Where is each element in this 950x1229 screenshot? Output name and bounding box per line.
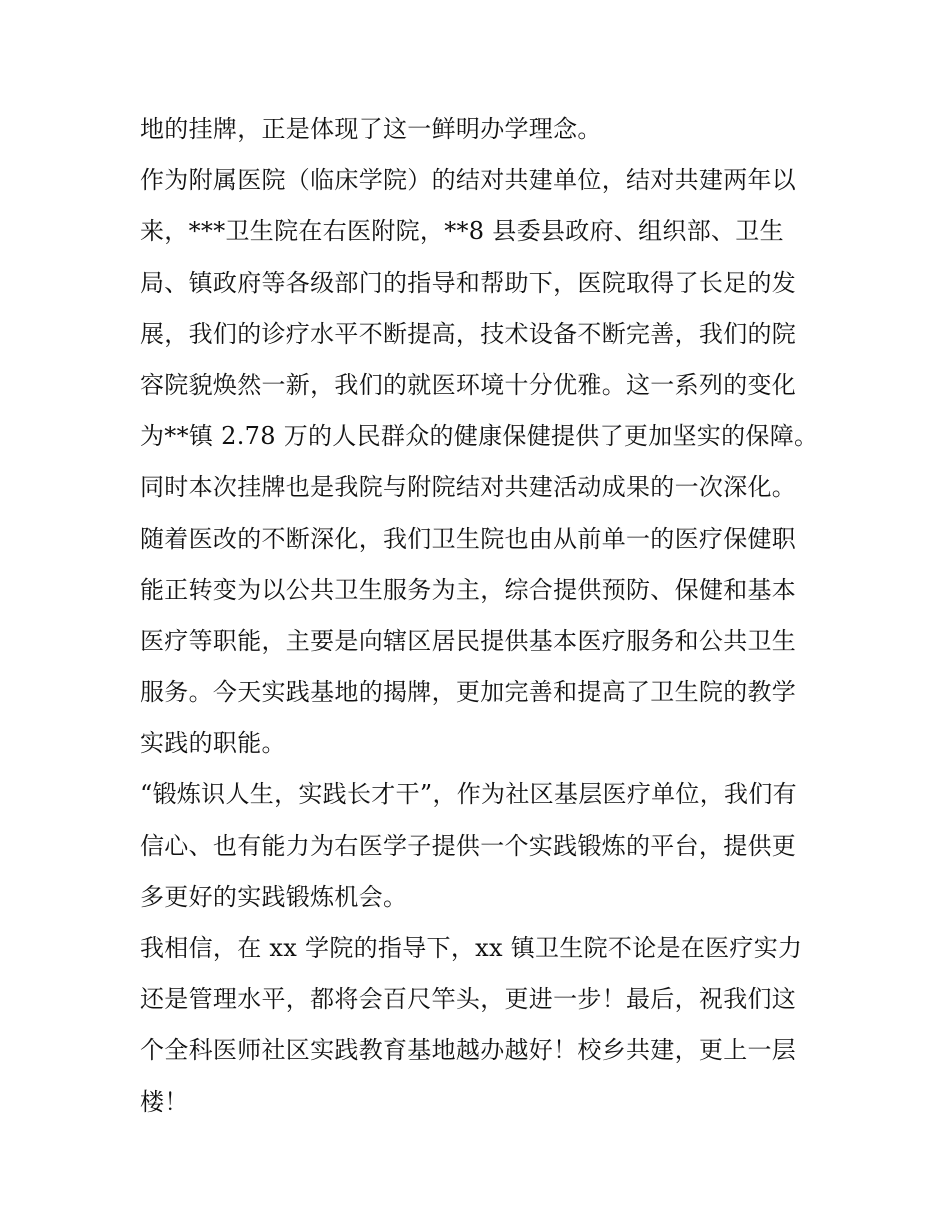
text-line: 作为附属医院（临床学院）的结对共建单位，结对共建两年以 [140, 166, 797, 195]
text-line: 我相信，在 xx 学院的指导下，xx 镇卫生院不论是在医疗实力 [140, 934, 803, 962]
text-line: “锻炼识人生，实践长才干”，作为社区基层医疗单位，我们有 [140, 780, 797, 809]
text-line: 为**镇 2.78 万的人民群众的健康保健提供了更加坚实的保障。 [140, 422, 819, 451]
text-line: 还是管理水平，都将会百尺竿头，更进一步！最后，祝我们这 [140, 985, 797, 1014]
text-line: 来，***卫生院在右医附院，**8 县委县政府、组织部、卫生 [140, 217, 784, 246]
text-line: 服务。今天实践基地的揭牌，更加完善和提高了卫生院的教学 [140, 678, 797, 707]
text-line: 同时本次挂牌也是我院与附院结对共建活动成果的一次深化。 [140, 473, 797, 502]
text-line: 多更好的实践锻炼机会。 [140, 882, 408, 911]
text-line: 个全科医师社区实践教育基地越办越好！校乡共建，更上一层 [140, 1036, 797, 1065]
text-line: 随着医改的不断深化，我们卫生院也由从前单一的医疗保健职 [140, 524, 797, 553]
text-line: 容院貌焕然一新，我们的就医环境十分优雅。这一系列的变化 [140, 370, 797, 399]
text-line: 医疗等职能，主要是向辖区居民提供基本医疗服务和公共卫生 [140, 626, 797, 655]
text-line: 地的挂牌，正是体现了这一鲜明办学理念。 [140, 115, 602, 143]
text-line: 楼！ [140, 1087, 189, 1116]
body-text [140, 104, 820, 1128]
text-line: 展，我们的诊疗水平不断提高，技术设备不断完善，我们的院 [140, 319, 797, 348]
text-line: 能正转变为以公共卫生服务为主，综合提供预防、保健和基本 [140, 575, 797, 604]
text-line: 局、镇政府等各级部门的指导和帮助下，医院取得了长足的发 [140, 268, 797, 297]
text-line: 信心、也有能力为右医学子提供一个实践锻炼的平台，提供更 [140, 831, 797, 860]
text-line: 实践的职能。 [140, 729, 286, 758]
